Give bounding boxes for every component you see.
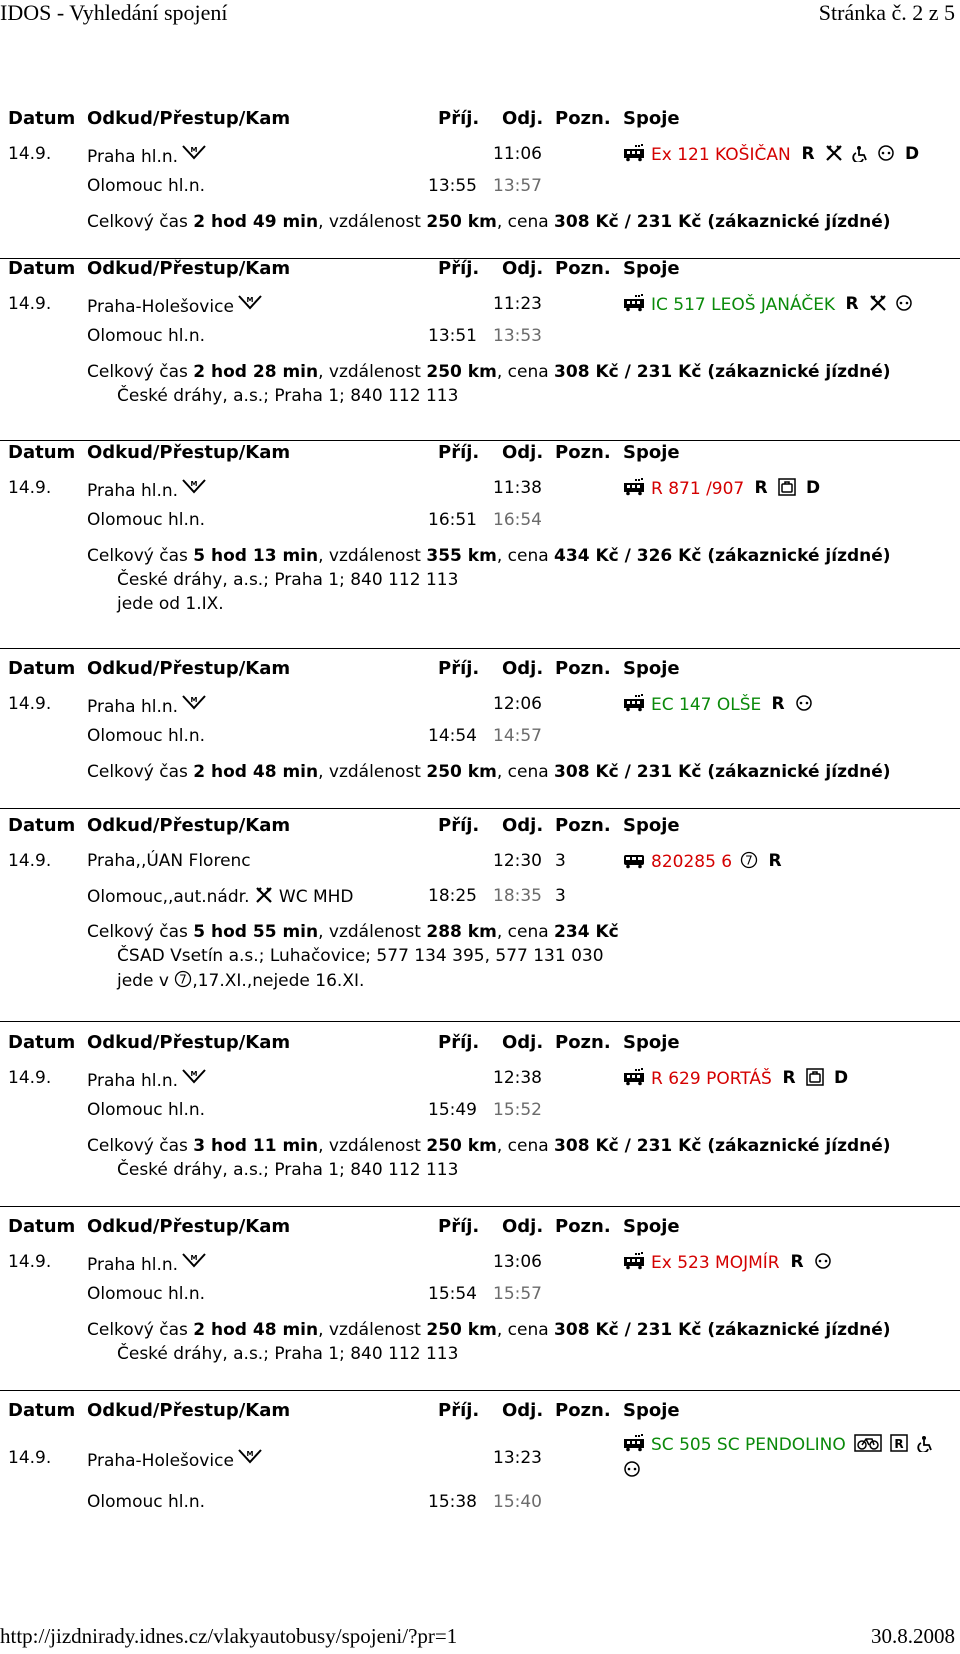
train-icon — [623, 1252, 645, 1270]
from-station[interactable]: Praha-Holešovice — [87, 1451, 234, 1471]
from-station[interactable]: Praha,,ÚAN Florenc — [87, 851, 251, 871]
train-icon — [623, 144, 645, 162]
print-date: 30.8.2008 — [871, 1624, 955, 1648]
face-icon — [795, 694, 813, 712]
summary: Celkový čas 2 hod 28 min, vzdálenost 250 km, cena 308 Kč / 231 Kč (zákaznické jízdné) — [87, 362, 891, 382]
bus-icon — [623, 851, 645, 869]
train-link[interactable]: Ex 121 KOŠIČAN — [651, 145, 791, 165]
separator — [0, 1021, 960, 1022]
train-line — [0, 1434, 960, 1458]
bus-link[interactable]: 820285 6 — [651, 852, 733, 872]
d-icon — [832, 1068, 850, 1086]
departure-row: 14.9. Praha hl.n. 12:38 R 629 PORTÁŠ — [0, 1068, 960, 1092]
from-station[interactable]: Praha hl.n. — [87, 147, 179, 167]
reservation-icon — [799, 144, 817, 162]
column-header: Datum Odkud/Přestup/Kam Příj. Odj. Pozn. Spoje — [8, 815, 680, 836]
face-icon — [814, 1252, 832, 1270]
operator-info: České dráhy, a.s.; Praha 1; 840 112 113 — [117, 570, 459, 590]
column-header: Datum Odkud/Přestup/Kam Příj. Odj. Pozn. Spoje — [8, 108, 680, 129]
reservation-icon — [752, 478, 770, 496]
metro-icon — [182, 694, 206, 710]
reservation-icon — [766, 851, 784, 869]
d-icon — [804, 478, 822, 496]
train-link[interactable]: Ex 523 MOJMÍR — [651, 1253, 780, 1273]
face-icon — [895, 294, 913, 312]
day-seven-icon — [740, 851, 758, 869]
reservation-icon — [780, 1068, 798, 1086]
separator — [0, 440, 960, 441]
luggage-icon — [806, 1068, 824, 1086]
metro-icon — [182, 478, 206, 494]
summary: Celkový čas 5 hod 55 min, vzdálenost 288 km, cena 234 Kč — [87, 922, 619, 942]
column-header: Datum Odkud/Přestup/Kam Příj. Odj. Pozn. Spoje — [8, 1400, 680, 1421]
train-icon — [623, 1434, 645, 1452]
reservation-icon — [843, 294, 861, 312]
metro-icon — [182, 144, 206, 160]
operator-info: České dráhy, a.s.; Praha 1; 840 112 113 — [117, 1344, 459, 1364]
luggage-icon — [778, 478, 796, 496]
restaurant-icon — [869, 294, 887, 312]
summary: Celkový čas 5 hod 13 min, vzdálenost 355 km, cena 434 Kč / 326 Kč (zákaznické jízdné) — [87, 546, 891, 566]
arrival-row: Olomouc hl.n. 14:54 14:57 — [87, 726, 542, 746]
summary: Celkový čas 3 hod 11 min, vzdálenost 250 km, cena 308 Kč / 231 Kč (zákaznické jízdné) — [87, 1136, 891, 1156]
day-seven-icon — [174, 970, 192, 988]
departure-row: 14.9. Praha hl.n. 11:38 R 871 /907 — [0, 478, 960, 502]
departure-row: 14.9. Praha,,ÚAN Florenc 12:30 3 820285 6 — [0, 851, 960, 875]
summary: Celkový čas 2 hod 49 min, vzdálenost 250 km, cena 308 Kč / 231 Kč (zákaznické jízdné) — [87, 212, 891, 232]
arrival-row: Olomouc hl.n. 13:51 13:53 — [87, 326, 542, 346]
train-icon — [623, 294, 645, 312]
train-link[interactable]: EC 147 OLŠE — [651, 695, 762, 715]
operator-info: ČSAD Vsetín a.s.; Luhačovice; 577 134 395, 577 131 030 — [117, 946, 604, 966]
restaurant-icon — [825, 144, 843, 162]
column-header: Datum Odkud/Přestup/Kam Příj. Odj. Pozn. Spoje — [8, 658, 680, 679]
reservation-box-icon — [890, 1434, 908, 1452]
reservation-icon — [769, 694, 787, 712]
arrival-row: Olomouc hl.n. 16:51 16:54 — [87, 510, 542, 530]
from-station[interactable]: Praha-Holešovice — [87, 297, 234, 317]
departure-row: 14.9. Praha hl.n. 11:06 Ex 121 KOŠIČAN — [0, 144, 960, 168]
validity-info: jede od 1.IX. — [117, 594, 224, 614]
from-station[interactable]: Praha hl.n. — [87, 697, 179, 717]
page-url[interactable]: http://jizdnirady.idnes.cz/vlakyautobusy/spojeni/?pr=1 — [0, 1624, 458, 1648]
validity-info: jede v ,17.XI.,nejede 16.XI. — [117, 971, 365, 991]
wheelchair-icon — [916, 1434, 934, 1452]
summary: Celkový čas 2 hod 48 min, vzdálenost 250 km, cena 308 Kč / 231 Kč (zákaznické jízdné) — [87, 762, 891, 782]
page-footer — [0, 1624, 960, 1654]
arrival-row: Olomouc,,aut.nádr. WC MHD 18:25 18:35 3 — [87, 886, 566, 907]
train-icon — [623, 1068, 645, 1086]
reservation-icon — [788, 1252, 806, 1270]
metro-icon — [182, 1068, 206, 1084]
train-line-2 — [0, 1460, 960, 1484]
metro-icon — [182, 1252, 206, 1268]
separator — [0, 1390, 960, 1391]
metro-icon — [238, 294, 262, 310]
train-link[interactable]: R 629 PORTÁŠ — [651, 1069, 772, 1089]
face-icon — [877, 144, 895, 162]
arrival-row: Olomouc hl.n. 15:38 15:40 — [87, 1492, 542, 1512]
train-icon — [623, 694, 645, 712]
operator-info: České dráhy, a.s.; Praha 1; 840 112 113 — [117, 386, 459, 406]
page-title: IDOS - Vyhledání spojení — [0, 0, 228, 25]
restaurant-icon — [255, 886, 273, 904]
separator — [0, 1206, 960, 1207]
wheelchair-icon — [851, 144, 869, 162]
summary: Celkový čas 2 hod 48 min, vzdálenost 250 km, cena 308 Kč / 231 Kč (zákaznické jízdné) — [87, 1320, 891, 1340]
separator — [0, 808, 960, 809]
column-header: Datum Odkud/Přestup/Kam Příj. Odj. Pozn. Spoje — [8, 1216, 680, 1237]
bicycle-icon — [854, 1434, 882, 1452]
operator-info: České dráhy, a.s.; Praha 1; 840 112 113 — [117, 1160, 459, 1180]
arrival-row: Olomouc hl.n. 15:54 15:57 — [87, 1284, 542, 1304]
from-station[interactable]: Praha hl.n. — [87, 1071, 179, 1091]
train-link[interactable]: IC 517 LEOŠ JANÁČEK — [651, 295, 836, 315]
separator — [0, 648, 960, 649]
from-station[interactable]: Praha hl.n. — [87, 481, 179, 501]
train-link[interactable]: SC 505 SC PENDOLINO — [651, 1435, 846, 1455]
train-icon — [623, 478, 645, 496]
departure-row: 14.9. Praha hl.n. 13:06 Ex 523 MOJMÍR — [0, 1252, 960, 1276]
from-station[interactable]: Praha hl.n. — [87, 1255, 179, 1275]
departure-row: 14.9. Praha-Holešovice 13:23 — [8, 1448, 542, 1471]
column-header: Datum Odkud/Přestup/Kam Příj. Odj. Pozn. Spoje — [8, 258, 680, 279]
arrival-row: Olomouc hl.n. 13:55 13:57 — [87, 176, 542, 196]
train-link[interactable]: R 871 /907 — [651, 479, 745, 499]
column-header: Datum Odkud/Přestup/Kam Příj. Odj. Pozn. Spoje — [8, 1032, 680, 1053]
d-icon — [903, 144, 921, 162]
arrival-row: Olomouc hl.n. 15:49 15:52 — [87, 1100, 542, 1120]
departure-row: 14.9. Praha-Holešovice 11:23 IC 517 LEOŠ JANÁČEK — [0, 294, 960, 318]
page-number: Stránka č. 2 z 5 — [818, 0, 955, 25]
face-icon — [623, 1460, 641, 1478]
departure-row: 14.9. Praha hl.n. 12:06 EC 147 OLŠE — [0, 694, 960, 718]
page-header — [0, 0, 960, 30]
column-header: Datum Odkud/Přestup/Kam Příj. Odj. Pozn. Spoje — [8, 442, 680, 463]
